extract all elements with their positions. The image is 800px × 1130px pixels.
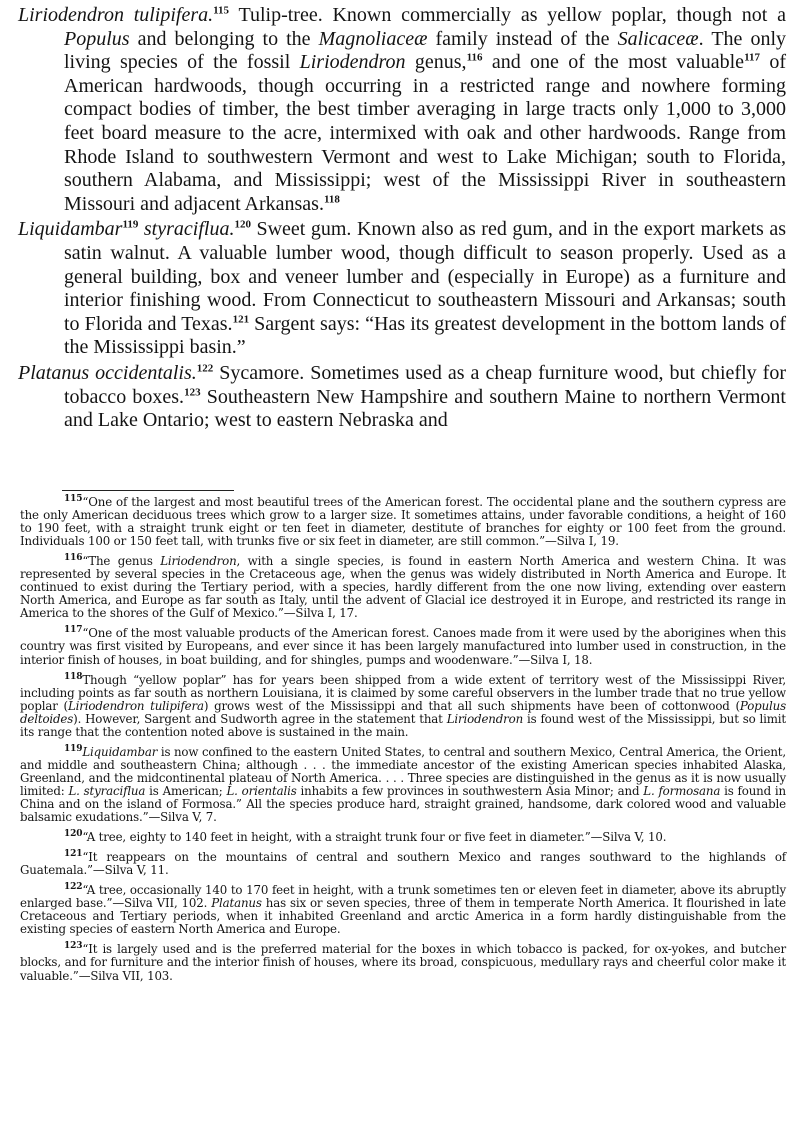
footnote (20, 831, 786, 844)
footnote-ref[interactable]: 122 (196, 362, 214, 375)
footnote-ref[interactable]: 116 (466, 51, 483, 64)
text-run: is now confined to the eastern United States, to central and southern Mexico, Central America, the Orient, and middle and southeastern China; although . . . the immediate ancestor of the existing American species inhabited Alaska, Greenland, and the midcontinental plateau of North America. . . . Three species are distinguished in the genus as it is now usually limited: (20, 744, 786, 798)
text-run: “A tree, eighty to 140 feet in height, with a straight trunk four or five feet in diameter.”—Silva V, 10. (82, 830, 667, 845)
species-entry (18, 362, 786, 433)
italic-term: Populus (64, 27, 130, 50)
italic-term: Liriodendron (160, 554, 237, 569)
italic-term: L. styraciflua (68, 783, 146, 798)
footnote-number: 121 (64, 849, 83, 860)
text-run: and one of the most valuable (482, 51, 745, 74)
footnote-number: 119 (64, 743, 83, 754)
text-run: Tulip-tree. Known commercially as yellow poplar, though not a (229, 4, 786, 26)
footnote (20, 627, 786, 666)
italic-term: Magnoliaceæ (318, 27, 428, 50)
italic-term: Liriodendron tulipifera (68, 698, 204, 713)
text-run: Sargent says: “Has its greatest development in the bottom lands of the Mississippi basin.” (64, 312, 786, 359)
text-run: of American hardwoods, though occurring in a restricted range and nowhere forming compact bodies of timber, the best timber averaging in large tracts only 1,000 to 3,000 feet board measure to the acre, intermixed with oak and other hardwoods. Range from Rhode Island to southwestern Vermont and west to Lake Michigan; south to Florida, southern Alabama, and Mississippi; west of the Mississippi River in southeastern Missouri and adjacent Arkansas. (64, 51, 786, 215)
footnote-ref[interactable]: 117 (744, 51, 760, 64)
footnote-ref[interactable]: 123 (184, 385, 201, 398)
footnotes (20, 496, 786, 990)
text-run: family instead of the (427, 27, 618, 50)
species-entry (18, 4, 786, 216)
main-text (18, 4, 786, 433)
italic-term: L. formosana (643, 783, 721, 798)
text-run: has six or seven species, three of them in temperate North America. It flourished in late Cretaceous and Tertiary periods, when it inhabited Greenland and arctic America in a form hardly distinguishable from the existing species of eastern North America and Europe. (20, 896, 786, 937)
text-run: “It is largely used and is the preferred material for the boxes in which tobacco is packed, for ox-yokes, and butcher blocks, and for furniture and the interior finish of houses, where its broad, conspicuous, medullary rays and cheerful color make it valuable.”—Silva VII, 103. (20, 942, 786, 983)
text-run: Though “yellow poplar” has for years been shipped from a wide extent of territory west of the Mississippi River, including points as far south as northern Louisiana, it is claimed by some careful observers in the lumber trade that no true yellow poplar ( (20, 672, 786, 713)
italic-term: Platanus (211, 896, 262, 911)
footnote (20, 671, 787, 739)
text-run: “One of the most valuable products of the American forest. Canoes made from it were used by the aborigines when this country was first visited by Europeans, and ever since it has been largely manufactured into lumber used in construction, in the interior finish of houses, in boat building, and for shingles, pumps and woodenware.”—Silva I, 18. (20, 626, 786, 667)
text-run: Southeastern New Hampshire and southern Maine to northern Vermont and Lake Ontario; west to eastern Nebraska and (64, 385, 786, 432)
italic-term: Populus deltoides (20, 698, 787, 726)
footnote-number: 122 (64, 882, 83, 893)
text-run: Sycamore. Sometimes used as a cheap furniture wood, but chiefly for tobacco boxes. (64, 361, 786, 408)
footnote (20, 743, 786, 825)
species-name: Liquidambar (18, 218, 123, 241)
footnote-ref[interactable]: 120 (234, 218, 251, 231)
text-run: , with a single species, is found in eastern North America and western China. It was represented by several species in the Cretaceous age, when the genus was widely distributed in North America and Europe. It continued to exist during the Tertiary period, with a species, hardly different from the one now living, extending over eastern North America, and Europe as far south as Italy, until the advent of Glacial ice destroyed it in Europe, and restricted its range in America to the shores of the Gulf of Mexico.”—Silva I, 17. (20, 554, 786, 621)
footnote-ref[interactable]: 119 (122, 218, 139, 231)
italic-term: L. orientalis (226, 783, 297, 798)
text-run: “The genus (82, 554, 161, 569)
species-entry (18, 218, 786, 360)
text-run: inhabits a few provinces in southwestern Asia Minor; and (296, 783, 644, 798)
text-run: “A tree, occasionally 140 to 170 feet in height, with a trunk sometimes ten or eleven feet in diameter, above its abruptly enlarged base.”—Silva VII, 102. (20, 883, 786, 911)
text-run: ) grows west of the Mississippi and that all such shipments have been of cottonwood ( (203, 698, 740, 713)
footnote-ref[interactable]: 121 (232, 313, 250, 326)
footnote-number: 118 (64, 671, 83, 682)
text-run: “One of the largest and most beautiful trees of the American forest. The occidental plane and the southern cypress are the only American deciduous trees which grow to a larger size. It sometimes attains, under favorable conditions, a height of 160 to 190 feet, with a straight trunk eight or ten feet in diameter, destitute of branches for eighty or 100 feet from the ground. Individuals 100 or 150 feet tall, with trunks five or six feet in diameter, are still common.”—Silva I, 19. (20, 495, 786, 549)
footnote-number: 120 (64, 829, 83, 840)
footnote-ref[interactable]: 115 (213, 4, 230, 17)
text-run: genus, (405, 51, 467, 74)
italic-term: Liquidambar (82, 744, 158, 759)
species-epithet: styraciflua. (138, 218, 235, 241)
italic-term: Liriodendron (299, 51, 406, 74)
italic-term: Salicaceæ (617, 27, 699, 50)
footnote (20, 496, 786, 548)
footnote-number: 117 (64, 625, 83, 636)
footnote-ref[interactable]: 118 (323, 193, 340, 206)
text-run: is found west of the Mississippi, but so limit its range that the contention noted above is sustained in the main. (20, 711, 787, 739)
text-run: is found in China and on the island of Formosa.” All the species produce hard, straight grained, handsome, dark colored wood and valuable balsamic exudations.”—Silva V, 7. (20, 783, 786, 825)
text-run: “It reappears on the mountains of central and southern Mexico and ranges southward to the highlands of Guatemala.”—Silva V, 11. (20, 850, 786, 878)
footnote (20, 943, 786, 982)
text-run: ). However, Sargent and Sudworth agree in the statement that (73, 711, 447, 726)
footnote-number: 116 (64, 553, 83, 564)
text-run: and belonging to the (129, 27, 319, 50)
footnote (20, 851, 786, 877)
text-run: Sweet gum. Known also as red gum, and in the export markets as satin walnut. A valuable lumber wood, though difficult to season properly. Used as a general building, box and veneer lumber and (especially in Europe) as a furniture and interior finishing wood. From Connecticut to southeastern Missouri and Arkansas; south to Florida and Texas. (64, 218, 786, 335)
footnote-number: 115 (64, 494, 83, 505)
italic-term: Liriodendron (446, 711, 524, 726)
species-name: Platanus occidentalis. (18, 361, 197, 384)
footnote-rule (62, 490, 234, 491)
text-run: . The only living species of the fossil (64, 27, 787, 74)
footnote (20, 884, 786, 936)
species-name: Liriodendron tulipifera. (18, 4, 214, 26)
footnote (20, 555, 786, 620)
footnote-number: 123 (64, 941, 83, 952)
text-run: is American; (145, 783, 227, 798)
